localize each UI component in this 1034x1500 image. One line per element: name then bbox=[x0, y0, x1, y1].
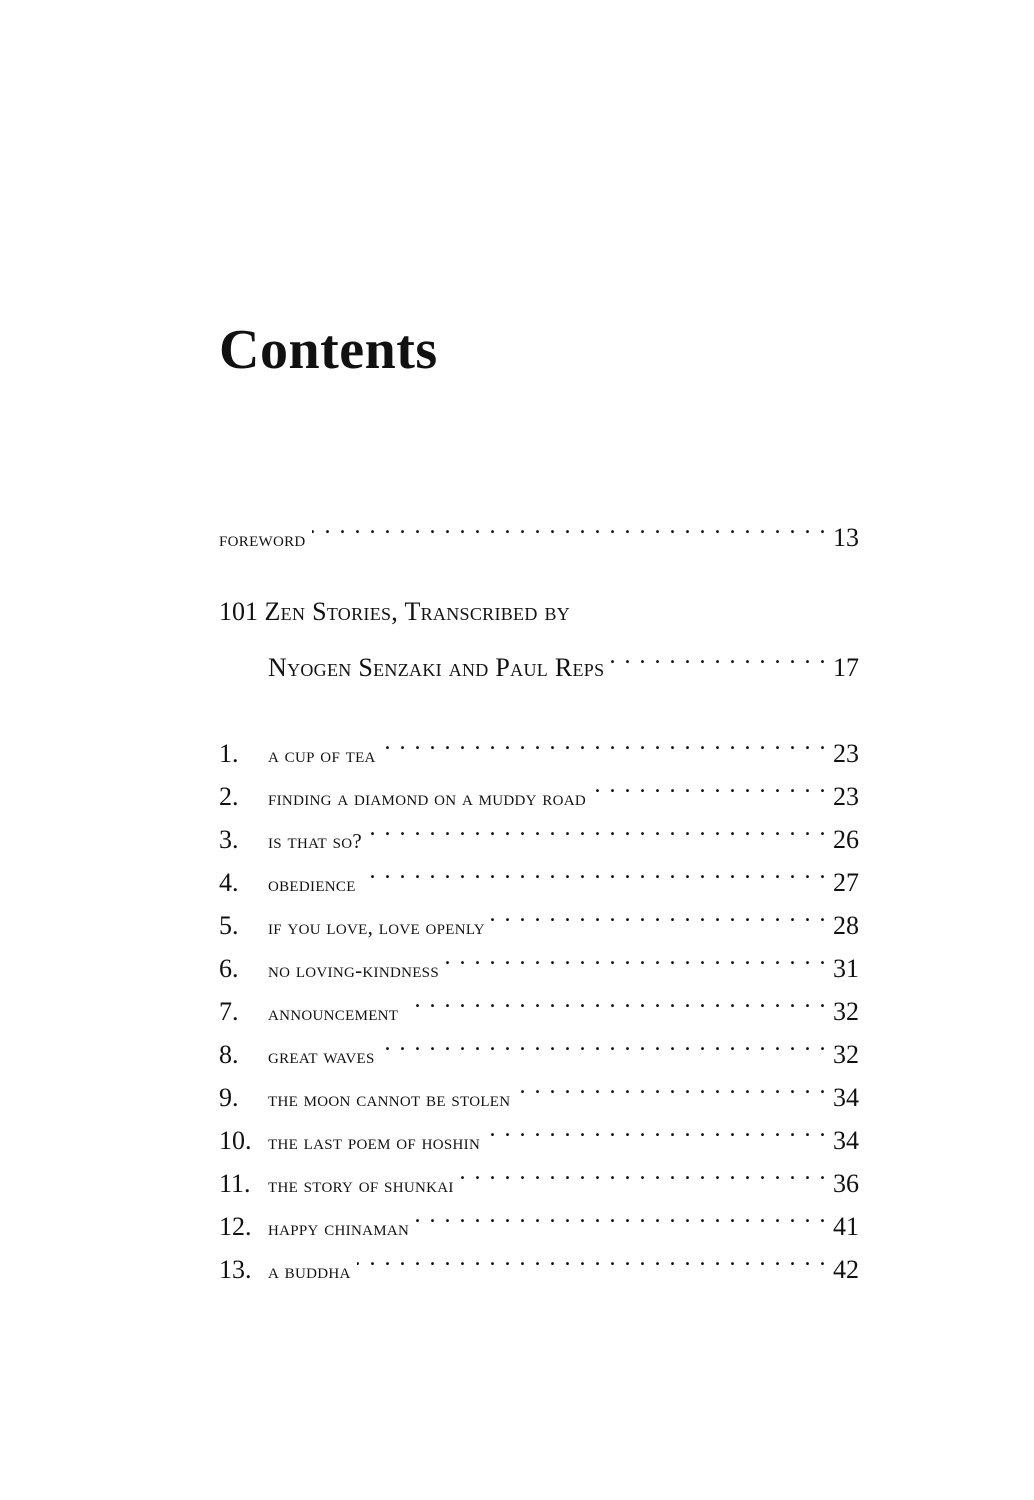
entry-number: 1. bbox=[219, 739, 239, 768]
entry-number: 13. bbox=[219, 1255, 252, 1284]
toc-entry[interactable] bbox=[219, 1109, 859, 1155]
entry-number: 11. bbox=[219, 1169, 251, 1198]
entry-label: the story of shunkai bbox=[268, 1173, 454, 1197]
entry-page-number: 42 bbox=[833, 1255, 859, 1284]
dot-leader bbox=[404, 980, 827, 1020]
entry-number: 8. bbox=[219, 1040, 239, 1069]
toc-entry[interactable] bbox=[219, 808, 859, 854]
entry-label: foreword bbox=[219, 527, 306, 551]
section-title-line1: Zen Stories, Transcribed by bbox=[264, 597, 571, 626]
entry-number: 12. bbox=[219, 1212, 252, 1241]
entry-label: obedience bbox=[268, 872, 356, 896]
toc-entry[interactable] bbox=[219, 722, 859, 768]
toc-entry[interactable] bbox=[219, 894, 859, 940]
entry-page-number: 28 bbox=[833, 911, 859, 940]
entry-number: 5. bbox=[219, 911, 239, 940]
entry-page-number: 23 bbox=[833, 782, 859, 811]
entry-number: 3. bbox=[219, 825, 239, 854]
entry-page-number: 34 bbox=[833, 1126, 859, 1155]
toc-entry[interactable] bbox=[219, 1152, 859, 1198]
dot-leader bbox=[381, 1023, 827, 1063]
toc-entry-foreword[interactable] bbox=[219, 506, 859, 552]
entry-label: great waves bbox=[268, 1044, 375, 1068]
entry-label: happy chinaman bbox=[268, 1216, 410, 1240]
entry-page-number: 36 bbox=[833, 1169, 859, 1198]
dot-leader bbox=[368, 808, 827, 848]
entry-page-number: 26 bbox=[833, 825, 859, 854]
dot-leader bbox=[610, 636, 827, 676]
dot-leader bbox=[486, 1109, 827, 1149]
entry-label: if you love, love openly bbox=[268, 915, 485, 939]
entry-number: 10. bbox=[219, 1126, 252, 1155]
entry-page-number: 27 bbox=[833, 868, 859, 897]
entry-number: 6. bbox=[219, 954, 239, 983]
entry-page-number: 32 bbox=[833, 997, 859, 1026]
entry-label: the moon cannot be stolen bbox=[268, 1087, 511, 1111]
dot-leader bbox=[415, 1195, 827, 1235]
section-title-line2: Nyogen Senzaki and Paul Reps bbox=[268, 653, 605, 682]
entry-page-number: 34 bbox=[833, 1083, 859, 1112]
entry-page-number: 32 bbox=[833, 1040, 859, 1069]
dot-leader bbox=[362, 851, 827, 891]
toc-section-header-line1[interactable] bbox=[219, 592, 859, 632]
dot-leader bbox=[312, 506, 827, 546]
toc-entry[interactable] bbox=[219, 765, 859, 811]
entry-label: finding a diamond on a muddy road bbox=[268, 786, 587, 810]
entry-number: 7. bbox=[219, 997, 239, 1026]
toc-entry[interactable] bbox=[219, 1195, 859, 1241]
dot-leader bbox=[382, 722, 827, 762]
toc-entry[interactable] bbox=[219, 1238, 859, 1284]
dot-leader bbox=[592, 765, 827, 805]
dot-leader bbox=[357, 1238, 827, 1278]
toc-entry[interactable] bbox=[219, 1023, 859, 1069]
entry-label: is that so? bbox=[268, 829, 362, 853]
entry-number: 9. bbox=[219, 1083, 239, 1112]
dot-leader bbox=[445, 937, 827, 977]
dot-leader bbox=[491, 894, 827, 934]
dot-leader bbox=[460, 1152, 827, 1192]
entry-label: a cup of tea bbox=[268, 743, 376, 767]
entry-page-number: 41 bbox=[833, 1212, 859, 1241]
toc-entry[interactable] bbox=[219, 980, 859, 1026]
entry-number: 4. bbox=[219, 868, 239, 897]
toc-entry[interactable] bbox=[219, 937, 859, 983]
entry-label: announcement bbox=[268, 1001, 399, 1025]
entry-page-number: 13 bbox=[833, 523, 859, 552]
entry-number: 2. bbox=[219, 782, 239, 811]
entry-label: no loving-kindness bbox=[268, 958, 439, 982]
toc-section-header-line2[interactable] bbox=[219, 636, 859, 682]
section-page-number: 17 bbox=[833, 653, 859, 682]
toc-entry[interactable] bbox=[219, 1066, 859, 1112]
entry-label: a buddha bbox=[268, 1259, 351, 1283]
entry-label: the last poem of hoshin bbox=[268, 1130, 481, 1154]
entry-page-number: 31 bbox=[833, 954, 859, 983]
toc-entry[interactable] bbox=[219, 851, 859, 897]
entry-page-number: 23 bbox=[833, 739, 859, 768]
section-number: 101 bbox=[219, 597, 265, 626]
page-title: Contents bbox=[219, 319, 438, 381]
dot-leader bbox=[516, 1066, 827, 1106]
